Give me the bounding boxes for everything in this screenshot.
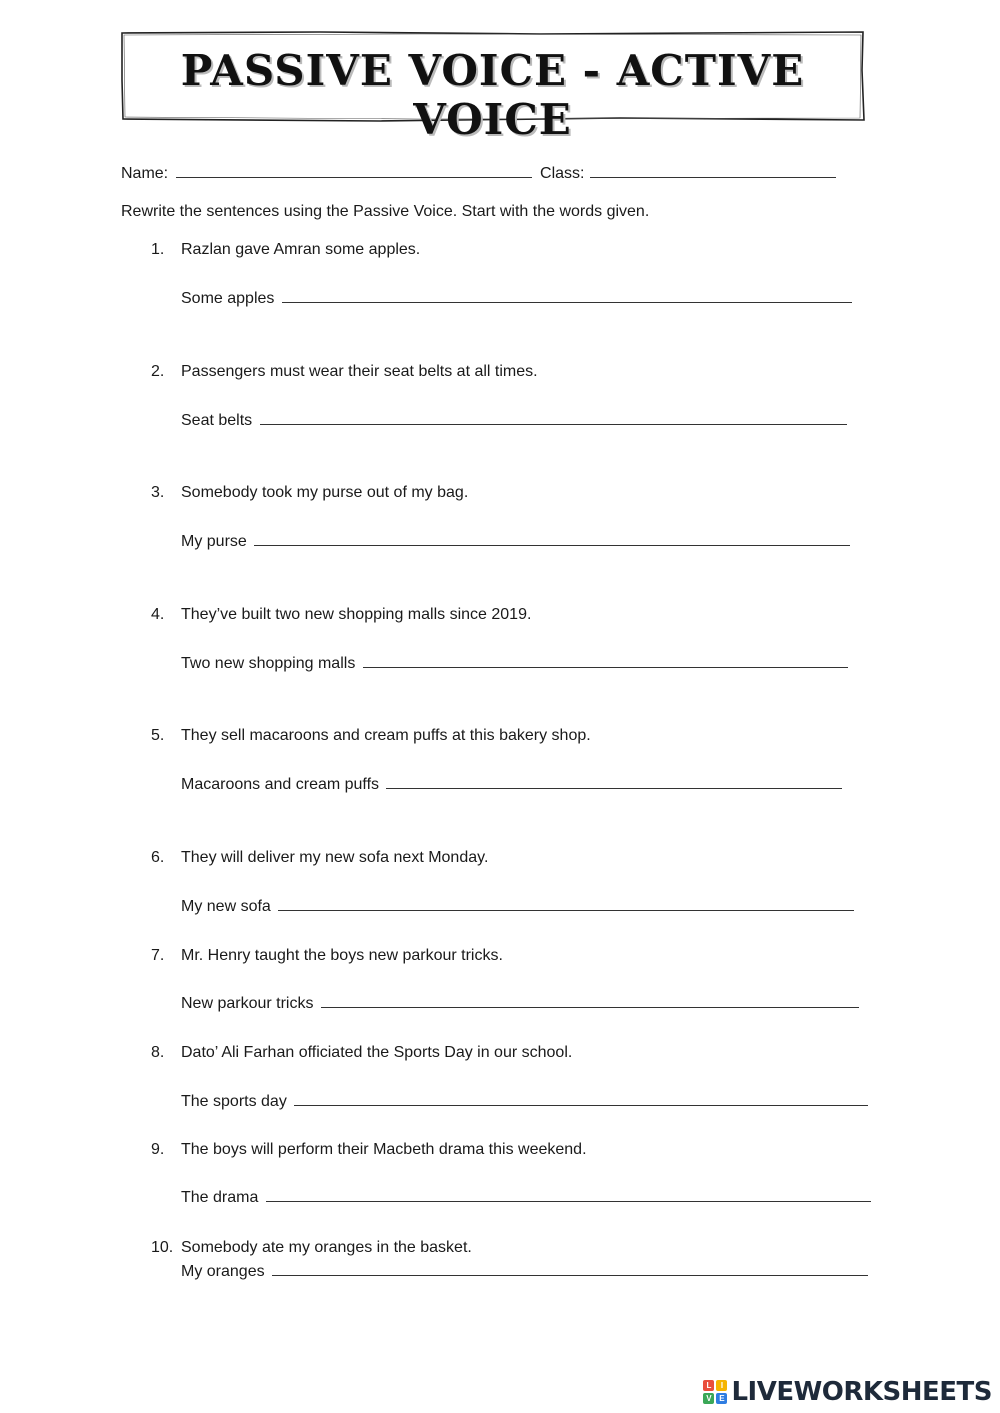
answer-field[interactable] [386,786,842,789]
question-sentence: They’ve built two new shopping malls since 2019. [181,606,532,623]
question-sentence: They sell macaroons and cream puffs at this bakery shop. [181,727,591,744]
answer-prompt: New parkour tricks [181,995,314,1012]
question-sentence: Dato’ Ali Farhan officiated the Sports Day in our school. [181,1044,573,1061]
answer-row [181,897,854,917]
logo-letter: L [703,1380,714,1391]
question-number: 5. [151,727,165,744]
answer-row [181,1262,868,1282]
question-number: 10. [151,1239,174,1256]
answer-field[interactable] [363,665,848,668]
answer-field[interactable] [272,1273,868,1276]
answer-prompt: The drama [181,1189,259,1206]
answer-row [181,775,842,795]
liveworksheets-logo[interactable] [703,1377,992,1407]
question-sentence: Razlan gave Amran some apples. [181,241,421,258]
question-sentence: Passengers must wear their seat belts at all times. [181,363,538,380]
question-sentence: Somebody ate my oranges in the basket. [181,1239,472,1256]
question-number: 2. [151,363,165,380]
answer-prompt: Macaroons and cream puffs [181,776,380,793]
answer-row [181,289,852,309]
question-number: 7. [151,947,165,964]
question-number: 1. [151,241,165,258]
answer-prompt: Two new shopping malls [181,655,356,672]
question-sentence: Mr. Henry taught the boys new parkour tricks. [181,947,503,964]
title-frame [120,30,865,144]
answer-prompt: Seat belts [181,412,253,429]
answer-row [181,1092,868,1112]
class-field[interactable] [590,175,836,178]
class-label: Class: [540,165,585,182]
answer-row [181,411,847,431]
answer-row [181,1188,871,1208]
answer-field[interactable] [260,422,847,425]
answer-row [181,654,848,674]
question-number: 4. [151,606,165,623]
answer-field[interactable] [254,543,850,546]
question-number: 9. [151,1141,165,1158]
answer-prompt: Some apples [181,290,275,307]
answer-field[interactable] [294,1103,868,1106]
logo-text: LIVEWORKSHEETS [731,1377,992,1407]
answer-prompt: My oranges [181,1263,265,1280]
logo-badge-icon [703,1380,727,1404]
question-number: 3. [151,484,165,501]
answer-field[interactable] [266,1199,871,1202]
logo-letter: I [716,1380,727,1391]
answer-field[interactable] [321,1005,859,1008]
answer-field[interactable] [278,908,854,911]
page-title: PASSIVE VOICE - ACTIVE VOICE [180,46,805,144]
name-class-row [121,164,836,184]
answer-prompt: My new sofa [181,898,271,915]
question-sentence: They will deliver my new sofa next Monday. [181,849,489,866]
name-label: Name: [121,165,169,182]
question-sentence: The boys will perform their Macbeth drama this weekend. [181,1141,587,1158]
instruction: Rewrite the sentences using the Passive Voice. Start with the words given. [121,203,650,220]
name-field[interactable] [176,175,532,178]
question-sentence: Somebody took my purse out of my bag. [181,484,469,501]
answer-prompt: The sports day [181,1093,287,1110]
answer-row [181,994,859,1014]
logo-letter: V [703,1393,714,1404]
answer-field[interactable] [282,300,852,303]
logo-letter: E [716,1393,727,1404]
question-number: 6. [151,849,165,866]
answer-row [181,532,850,552]
answer-prompt: My purse [181,533,247,550]
question-number: 8. [151,1044,165,1061]
